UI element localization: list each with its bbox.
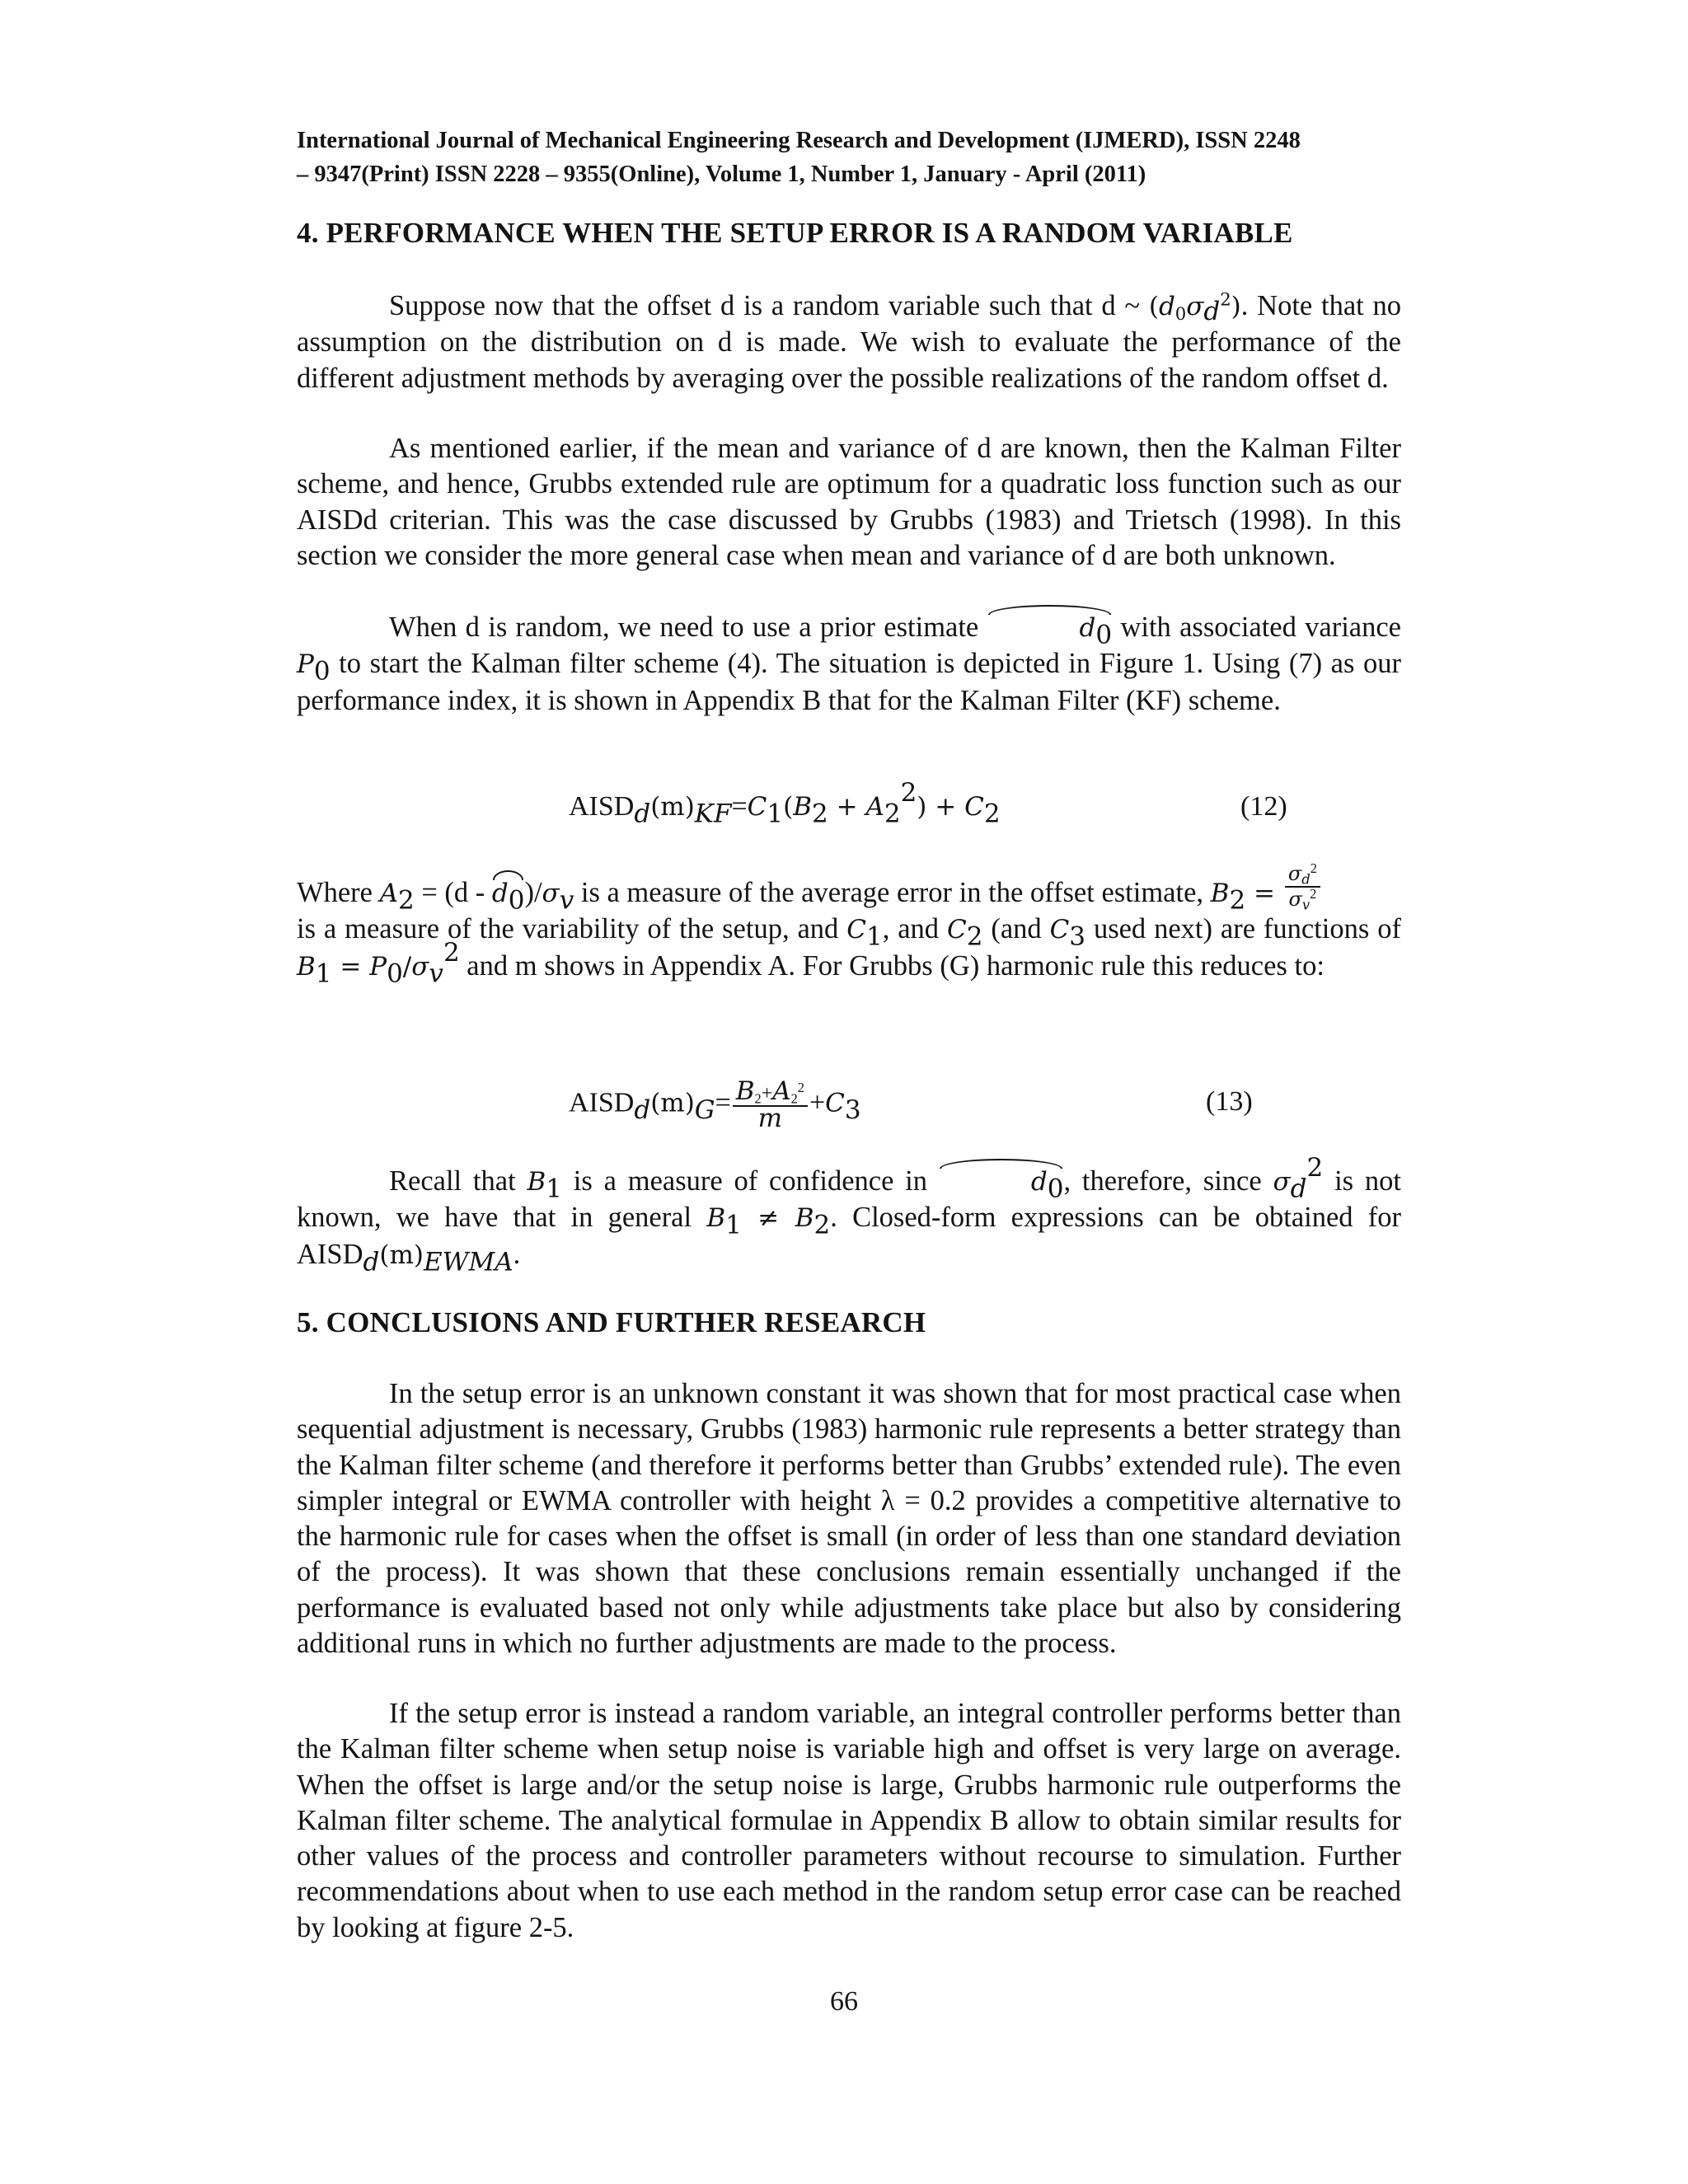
section-4-title: 4. PERFORMANCE WHEN THE SETUP ERROR IS A RANDOM VARIABLE bbox=[297, 217, 1293, 249]
equation-12-number: (12) bbox=[1240, 791, 1287, 822]
section-5-title: 5. CONCLUSIONS AND FURTHER RESEARCH bbox=[297, 1306, 926, 1338]
section-4-paragraph-2: As mentioned earlier, if the mean and variance of d are known, then the Kalman Filter scheme, and hence, Grubbs extended rule are optimum for a quadratic loss function such as our AISDd criterian. This was the case discussed by Grubbs (1983) and Trietsch (1998). In this section we consider the more general case when mean and variance of d are both unknown. bbox=[297, 433, 1401, 571]
journal-header bbox=[297, 124, 1401, 191]
section-5-paragraph-2: If the setup error is instead a random variable, an integral controller performs better than the Kalman filter scheme when setup noise is variable high and offset is very large on average. When the offset is large and/or the setup noise is large, Grubbs harmonic rule outperforms the Kalman filter scheme. The analytical formulae in Appendix B allow to obtain similar results for other values of the process and controller parameters without recourse to simulation. Further recommendations about when to use each method in the random setup error case can be reached by looking at figure 2-5. bbox=[297, 1698, 1401, 1943]
section-4-paragraph-4: Where $A_2 = (d - d_0)/\sigma_v$ is a measure of the average error in the offset estimate, $B_2$ = $\frac{\sigma_d^2}{\sigma_v^2}$ is a measure of the variability of the setup, and $C_1$, and $C_2$ (and $C_3$ used next) are functions of $B_1 = P_0/\sigma_v^2$ and m shows in Appendix A. For Grubbs (G) harmonic rule this reduces to: bbox=[297, 860, 1401, 989]
section-4-paragraph-5: Recall that $B_1$ is a measure of confidence in $d_0$, therefore, since $\sigma_d^2$ is not known, we have that in general $B_1 \ne B_2$. Closed-form expressions can be obtained for $AISD_d(m)_{EWMA}$. bbox=[297, 1152, 1401, 1277]
equation-12: $AISD_d(m)_{KF}=C_1(B_2 + A_2^2) + C_2$ bbox=[569, 777, 1001, 829]
section-4-paragraph-1: Suppose now that the offset d is a random variable such that d ~ $(d_0\sigma_d^2)$. Note that no assumption on the distribution on d is made. We wish to evaluate the performance of the different adjustment methods by averaging over the possible realizations of the random offset d. bbox=[297, 288, 1401, 394]
section-4-paragraph-3: When d is random, we need to use a prior estimate $d_0$ with associated variance $P_0$ to start the Kalman filter scheme (4). The situation is depicted in Figure 1. Using (7) as our performance index, it is shown in Appendix B that for the Kalman Filter (KF) scheme. bbox=[297, 612, 1401, 716]
header-line-2: – 9347(Print) ISSN 2228 – 9355(Online), Volume 1, Number 1, January - April (2011) bbox=[297, 162, 1146, 187]
header-line-1: International Journal of Mechanical Engineering Research and Development (IJMERD), ISSN 2248 bbox=[297, 128, 1301, 153]
section-5-paragraph-1: In the setup error is an unknown constant it was shown that for most practical case when sequential adjustment is necessary, Grubbs (1983) harmonic rule represents a better strategy than the Kalman filter scheme (and therefore it performs better than Grubbs’ extended rule). The even simpler integral or EWMA controller with height λ = 0.2 provides a competitive alternative to the harmonic rule for cases when the offset is small (in order of less than one standard deviation of the process). It was shown that these conclusions remain essentially unchanged if the performance is evaluated based not only while adjustments take place but also by considering additional runs in which no further adjustments are made to the process. bbox=[297, 1378, 1401, 1660]
page-number: 66 bbox=[830, 1986, 858, 2017]
equation-13: $AISD_d(m)_G=$ $\frac{B_2+A_2^2}{m}$ $+C_3$ bbox=[569, 1076, 861, 1133]
equation-13-number: (13) bbox=[1206, 1086, 1253, 1117]
